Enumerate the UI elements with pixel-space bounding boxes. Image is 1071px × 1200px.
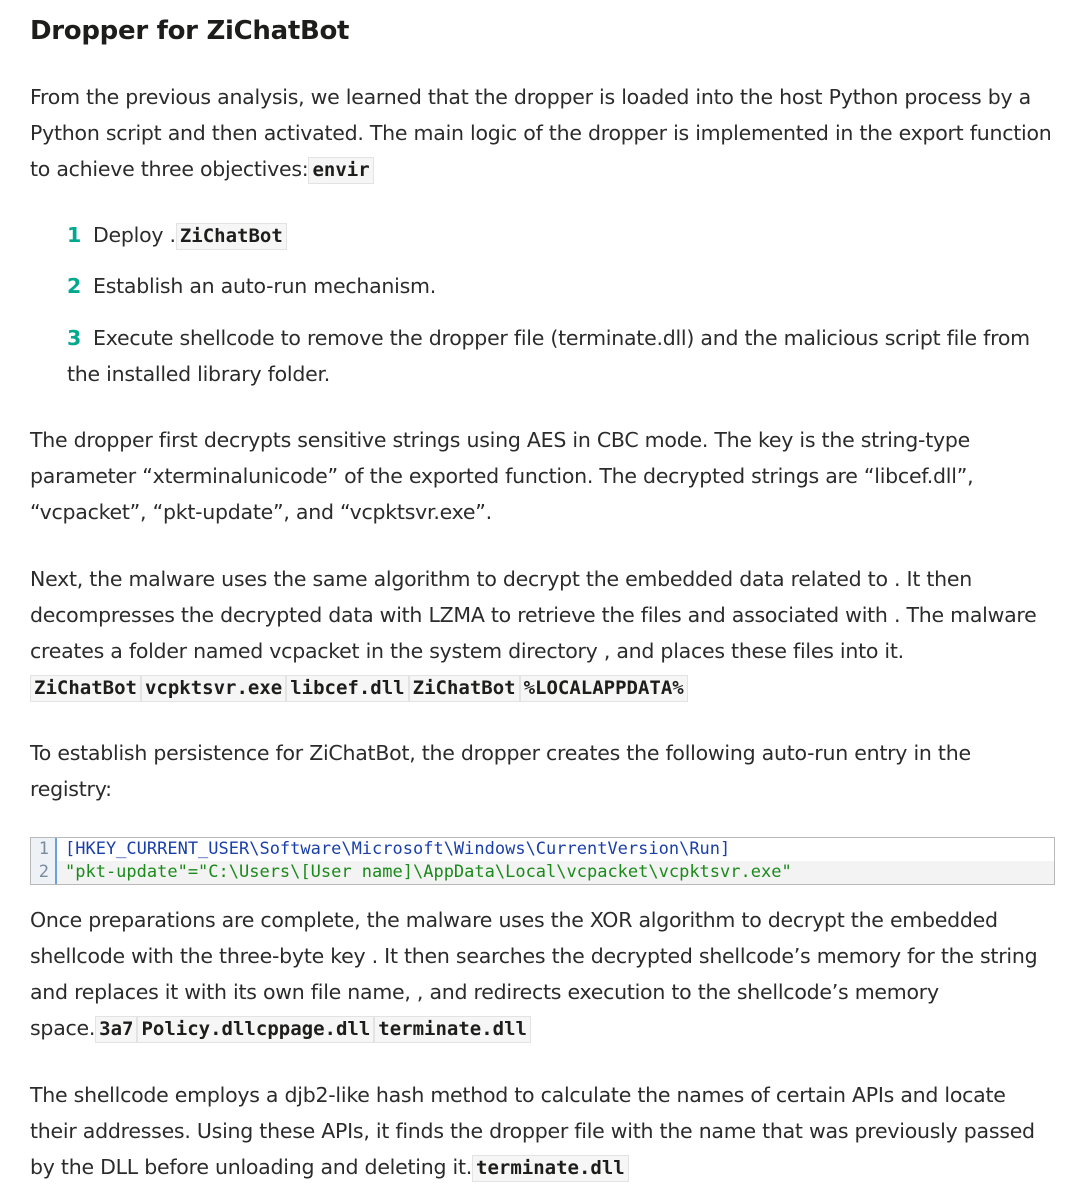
- persistence-paragraph: To establish persistence for ZiChatBot, the dropper creates the following auto-run entry in the registry:: [30, 741, 971, 801]
- code-line: [31, 861, 1054, 884]
- inline-code-zichatbot: ZiChatBot: [176, 223, 287, 250]
- next-text: Next, the malware uses the same algorithm to decrypt the embedded data related to . It then decompresses the decrypted data with LZMA to retrieve the files and associated with . The malware creates a folder named vcpacket in the system directory , and places these files into it.: [30, 567, 1037, 663]
- registry-code-block: [30, 837, 1055, 885]
- section-heading: Dropper for ZiChatBot: [30, 16, 350, 46]
- next-paragraph: [30, 561, 1055, 706]
- hash-text: The shellcode employs a djb2-like hash method to calculate the names of certain APIs and locate their addresses. Using these APIs, it finds the dropper file with the name that was previously passed by the DLL before unloading and deleting it.: [30, 1083, 1035, 1179]
- objective-number: 1: [67, 223, 82, 247]
- code-text: [HKEY_CURRENT_USER\Software\Microsoft\Windows\CurrentVersion\Run]: [65, 839, 731, 859]
- inline-code: terminate.dll: [472, 1155, 629, 1182]
- objective-text: Deploy .: [93, 223, 176, 247]
- objective-number: 3: [67, 326, 82, 350]
- objective-item-1: [67, 217, 1055, 254]
- inline-code: %LOCALAPPDATA%: [520, 675, 688, 702]
- inline-code: ZiChatBot: [30, 675, 141, 702]
- code-text: "pkt-update"="C:\Users\[User name]\AppData\Local\vcpacket\vcpktsvr.exe": [65, 862, 792, 882]
- objective-text: Establish an auto-run mechanism.: [93, 274, 437, 298]
- xor-text: Once preparations are complete, the malware uses the XOR algorithm to decrypt the embedded shellcode with the three-byte key . It then searches the decrypted shellcode’s memory for the string and replaces it with its own file name, , and redirects execution to the shellcode’s memory space.: [30, 908, 1038, 1040]
- objective-number: 2: [67, 274, 82, 298]
- line-number: 2: [31, 861, 57, 884]
- objective-item-3: [67, 320, 1055, 392]
- inline-code: Policy.dllcppage.dll: [137, 1016, 374, 1043]
- objective-item-2: [67, 268, 1055, 304]
- xor-paragraph: [30, 902, 1055, 1047]
- inline-code-envir: envir: [308, 157, 373, 184]
- decrypt-paragraph: The dropper first decrypts sensitive strings using AES in CBC mode. The key is the string-type parameter “xterminalunicode” of the exported function. The decrypted strings are “libcef.dll”, “vcpacket”, “pkt-update”, and “vcpktsvr.exe”.: [30, 428, 974, 524]
- line-number: 1: [31, 838, 57, 861]
- inline-code: libcef.dll: [286, 675, 408, 702]
- intro-text: From the previous analysis, we learned that the dropper is loaded into the host Python process by a Python script and then activated. The main logic of the dropper is implemented in the export function to achieve three objectives:: [30, 85, 1052, 181]
- hash-paragraph: [30, 1077, 1055, 1186]
- intro-paragraph: [30, 79, 1055, 188]
- objective-text: Execute shellcode to remove the dropper file (terminate.dll) and the malicious script file from the installed library folder.: [67, 326, 1030, 386]
- inline-code: vcpktsvr.exe: [141, 675, 286, 702]
- inline-code: ZiChatBot: [409, 675, 520, 702]
- code-line: [31, 838, 1054, 861]
- inline-code: terminate.dll: [374, 1016, 531, 1043]
- inline-code: 3a7: [95, 1016, 137, 1043]
